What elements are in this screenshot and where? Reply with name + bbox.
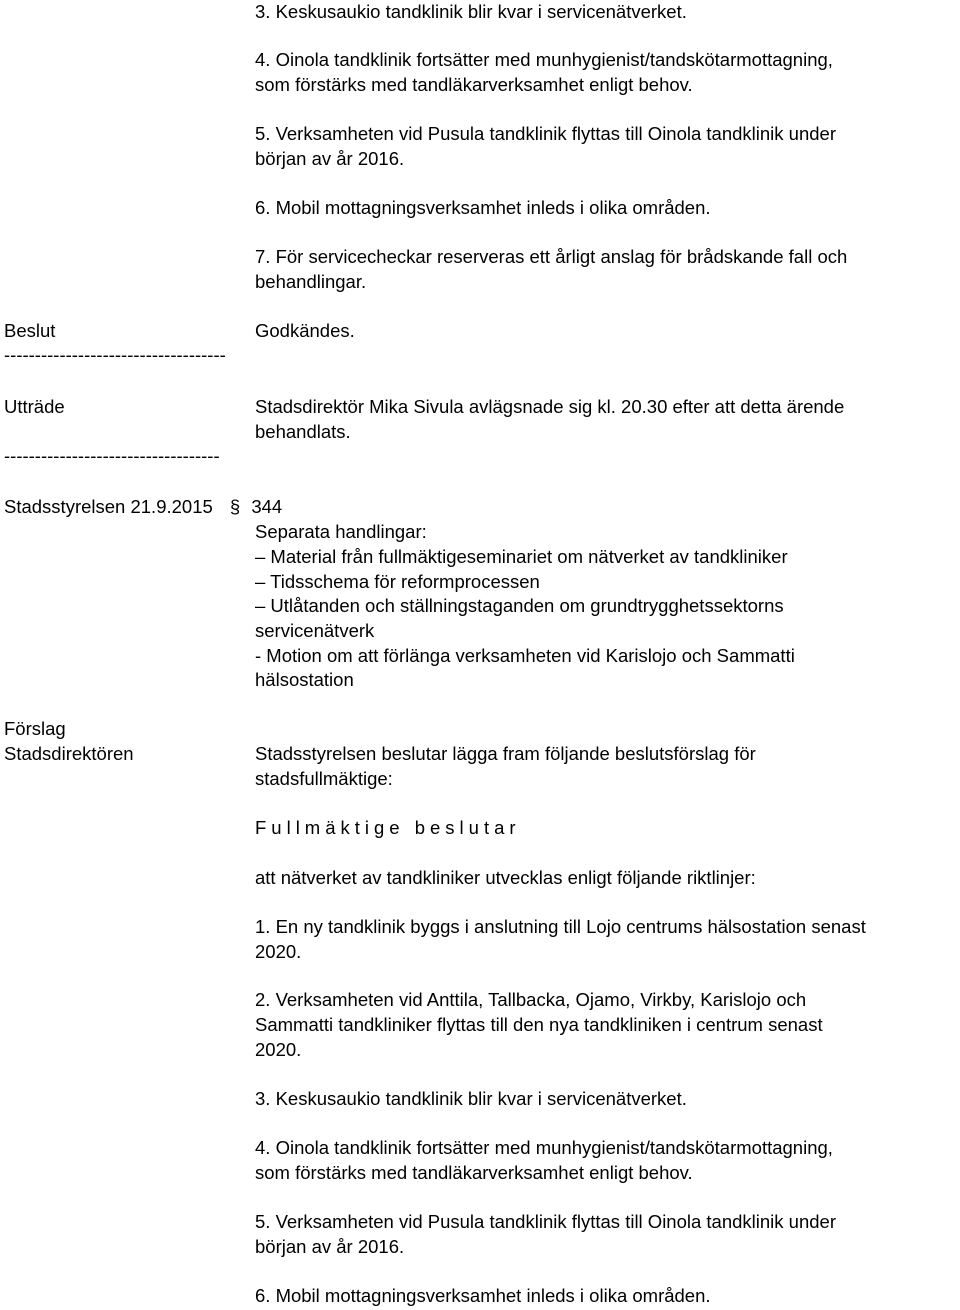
decision-text: Godkändes. (255, 320, 355, 341)
divider-1: ------------------------------------ (4, 344, 226, 365)
divider-2: ----------------------------------- (4, 445, 220, 466)
guideline-4-line1: 4. Oinola tandklinik fortsätter med munhygienist/tandskötarmottagning, (255, 1137, 833, 1158)
attachment-2: – Tidsschema för reformprocessen (255, 571, 540, 592)
attachment-3-line2: servicenätverk (255, 620, 375, 641)
guideline-5-line2: början av år 2016. (255, 1236, 405, 1257)
guideline-5-line1: 5. Verksamheten vid Pusula tandklinik flyttas till Oinola tandklinik under (255, 1211, 836, 1232)
guideline-2-line1: 2. Verksamheten vid Anttila, Tallbacka, Ojamo, Virkby, Karislojo och (255, 989, 807, 1010)
section-number: 344 (251, 496, 283, 517)
list-item-6: 6. Mobil mottagningsverksamhet inleds i olika områden. (255, 197, 711, 218)
meeting-date: Stadsstyrelsen 21.9.2015 (4, 496, 213, 517)
list-item-5-line1: 5. Verksamheten vid Pusula tandklinik flyttas till Oinola tandklinik under (255, 123, 836, 144)
guideline-1-line1: 1. En ny tandklinik byggs i anslutning till Lojo centrums hälsostation senast (255, 916, 866, 937)
section-sign: § (229, 496, 241, 517)
guideline-2-line2: Sammatti tandkliniker flyttas till den nya tandkliniken i centrum senast (255, 1014, 823, 1035)
attachment-1: – Material från fullmäktigeseminariet om nätverket av tandkliniker (255, 546, 788, 567)
list-item-4-line2: som förstärks med tandläkarverksamhet enligt behov. (255, 74, 693, 95)
departure-label: Utträde (4, 396, 65, 417)
proposal-label-line1: Förslag (4, 718, 66, 739)
proposal-text-line2: stadsfullmäktige: (255, 768, 393, 789)
attachment-3-line1: – Utlåtanden och ställningstaganden om grundtrygghetssektorns (255, 595, 784, 616)
meeting-header (4, 495, 282, 520)
decision-label: Beslut (4, 320, 56, 341)
attachment-4-line1: - Motion om att förlänga verksamheten vid Karislojo och Sammatti (255, 645, 795, 666)
attachments-title: Separata handlingar: (255, 521, 427, 542)
list-item-7-line1: 7. För servicecheckar reserveras ett årligt anslag för brådskande fall och (255, 246, 848, 267)
guideline-6: 6. Mobil mottagningsverksamhet inleds i olika områden. (255, 1285, 711, 1306)
departure-text-line2: behandlats. (255, 421, 351, 442)
guideline-4-line2: som förstärks med tandläkarverksamhet enligt behov. (255, 1162, 693, 1183)
attachment-4-line2: hälsostation (255, 669, 354, 690)
list-item-3: 3. Keskusaukio tandklinik blir kvar i servicenätverket. (255, 1, 687, 22)
council-decides-heading: Fullmäktige beslutar (255, 817, 521, 838)
guideline-2-line3: 2020. (255, 1039, 302, 1060)
list-item-5-line2: början av år 2016. (255, 148, 405, 169)
list-item-4-line1: 4. Oinola tandklinik fortsätter med munhygienist/tandskötarmottagning, (255, 49, 833, 70)
proposal-text-line1: Stadsstyrelsen beslutar lägga fram följande beslutsförslag för (255, 743, 756, 764)
guideline-1-line2: 2020. (255, 941, 302, 962)
guidelines-intro: att nätverket av tandkliniker utvecklas enligt följande riktlinjer: (255, 867, 756, 888)
guideline-3: 3. Keskusaukio tandklinik blir kvar i servicenätverket. (255, 1088, 687, 1109)
proposal-label-line2: Stadsdirektören (4, 743, 134, 764)
departure-text-line1: Stadsdirektör Mika Sivula avlägsnade sig kl. 20.30 efter att detta ärende (255, 396, 845, 417)
list-item-7-line2: behandlingar. (255, 271, 367, 292)
